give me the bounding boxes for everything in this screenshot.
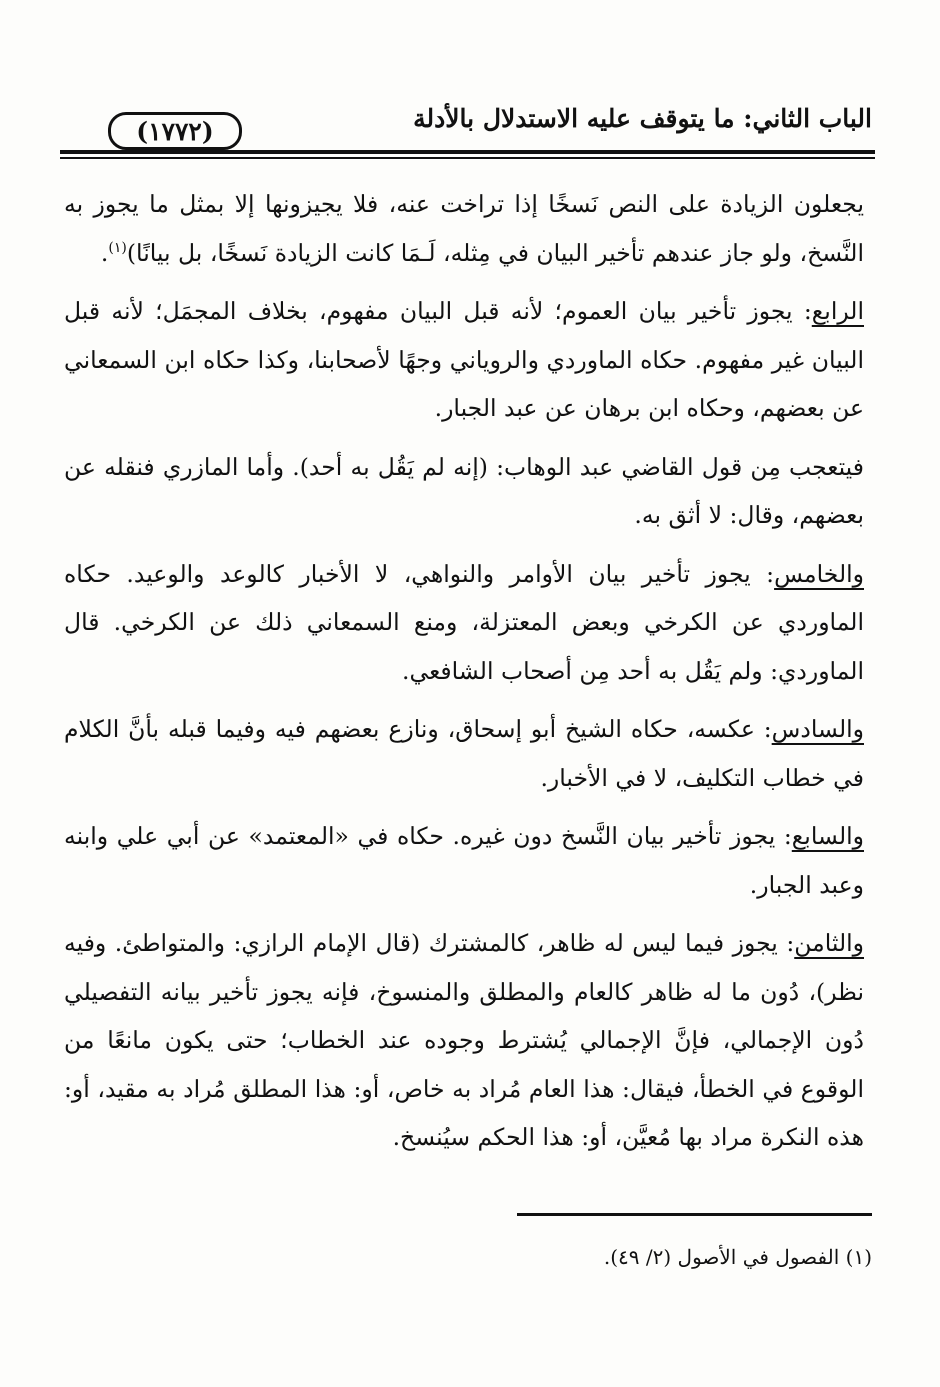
paragraph-text: : يجوز تأخير بيان الأوامر والنواهي، لا الأخبار كالوعد والوعيد. حكاه الماوردي عن الكرخي وبعض المعتزلة، ومنع السمعاني ذلك عن الكرخي. قال الماوردي: ولم يَقُل به أحد مِن أصحاب الشافعي. [64, 559, 864, 685]
paragraph-text: : يجوز تأخير بيان النَّسخ دون غيره. حكاه في «المعتمد» عن أبي علي وابنه وعبد الجبار. [64, 822, 864, 899]
paragraph-sixth [64, 705, 864, 802]
body-text [64, 180, 864, 1172]
paragraph-lead-word: الرابع [811, 297, 864, 325]
header-rule-thin [60, 157, 875, 159]
paragraph-comment [64, 443, 864, 540]
header-rule-thick [60, 150, 875, 154]
running-title: الباب الثاني: ما يتوقف عليه الاستدلال بالأدلة [413, 104, 872, 133]
paragraph-text: يجعلون الزيادة على النص نَسخًا إذا تراخت عنه، فلا يجيزونها إلا بمثل ما يجوز به النَّسخ، ولو جاز عندهم تأخير البيان في مِثله، لَـمَا كانت الزيادة نَسخًا، بل بيانًا) [64, 190, 864, 267]
paragraph-lead-word: والسادس [771, 715, 864, 743]
paragraph-text: : يجوز فيما ليس له ظاهر، كالمشترك (قال الإمام الرازي: والمتواطئ. وفيه نظر)، دُون ما له ظاهر كالعام والمطلق والمنسوخ، فإنه يجوز تأخير بيانه التفصيلي دُون الإجمالي، فإنَّ الإجمالي يُشترط وجوده عند الخطاب؛ حتى يكون مانعًا من الوقوع في الخطأ، فيقال: هذا العام مُراد به خاص، أو: هذا المطلق مُراد به مقيد، أو: هذه النكرة مراد بها مُعيَّن، أو: هذا الحكم سيُنسخ. [64, 929, 864, 1151]
paragraph-lead-word: والثامن [794, 929, 864, 957]
paragraph-continuation [64, 180, 864, 277]
paragraph-fifth [64, 550, 864, 696]
page-number: (١٧٧٢) [108, 112, 242, 150]
paragraph-lead-word: والسابع [791, 822, 864, 850]
footnote-separator [517, 1213, 872, 1216]
paragraph-lead-word: والخامس [774, 559, 864, 588]
paragraph-text: : عكسه، حكاه الشيخ أبو إسحاق، ونازع بعضهم فيه وفيما قبله بأنَّ الكلام في خطاب التكليف، لا في الأخبار. [64, 715, 864, 792]
paragraph-fourth [64, 287, 864, 433]
paragraph-text: فيتعجب مِن قول القاضي عبد الوهاب: (إنه لم يَقُل به أحد). وأما المازري فنقله عن بعضهم، وقال: لا أثق به. [64, 452, 864, 529]
paragraph-seventh [64, 812, 864, 909]
paragraph-text: : يجوز تأخير بيان العموم؛ لأنه قبل البيان مفهوم، بخلاف المجمَل؛ لأنه قبل البيان غير مفهوم. حكاه الماوردي والروياني وجهًا لأصحابنا، وكذا حكاه ابن السمعاني عن بعضهم، وحكاه ابن برهان عن عبد الجبار. [64, 297, 864, 422]
page-header [60, 92, 872, 152]
footnote-reference: (١) [108, 239, 127, 256]
paragraph-eighth [64, 919, 864, 1162]
paragraph-end: . [100, 238, 109, 267]
footnote: (١) الفصول في الأصول (٢/ ٤٩). [603, 1245, 872, 1269]
